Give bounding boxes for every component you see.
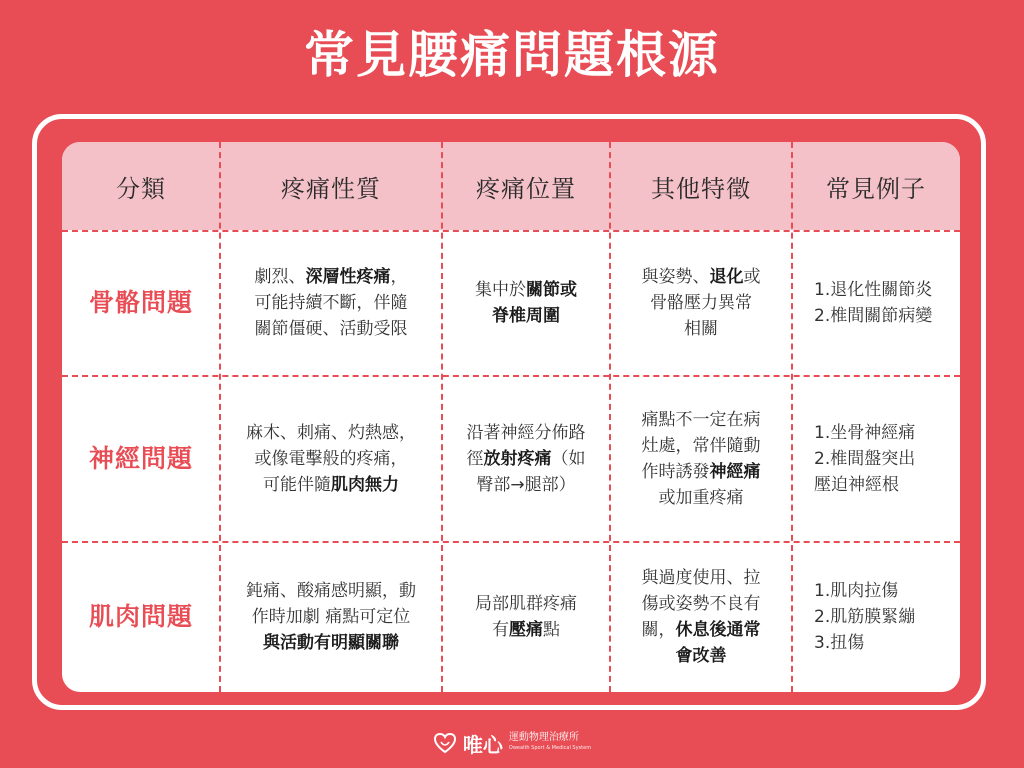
text-line [642, 485, 761, 511]
plain-text: 鈍痛、酸痛感明顯，動 [246, 581, 416, 601]
example-item: 壓迫神經根 [814, 475, 899, 495]
brand-name: 唯心 [462, 732, 503, 757]
emphasis-text: 休息後通常 [675, 620, 761, 640]
location-cell [442, 230, 610, 376]
text-line [642, 433, 761, 459]
features-cell [610, 542, 792, 692]
nature-cell [220, 542, 442, 692]
emphasis-text: 深層性疼痛 [305, 267, 391, 287]
plain-text: 局部肌群疼痛 [475, 594, 577, 614]
text-line [255, 264, 408, 290]
plain-text: 相關 [684, 319, 718, 339]
examples-cell [808, 230, 960, 376]
features-cell [610, 230, 792, 376]
plain-text: 灶處，常伴隨動 [641, 436, 761, 456]
text-line [246, 604, 416, 630]
nature-cell [220, 376, 442, 542]
text-line [467, 472, 586, 498]
emphasis-text: 關節或 [526, 280, 577, 300]
examples-list [814, 420, 915, 498]
example-item: 2.椎間盤突出 [814, 449, 916, 469]
plain-text: 臀部→腿部） [476, 475, 576, 495]
cell-text [467, 420, 586, 498]
plain-text: 可能持續不斷，伴隨 [254, 293, 408, 313]
text-line [475, 277, 577, 303]
plain-text: ， [390, 267, 408, 287]
footer-logo [0, 728, 1024, 758]
brand-subtitle-zh: 運動物理治療所 [508, 732, 579, 743]
header-cell-features: 其他特徵 [651, 174, 751, 203]
text-line [246, 472, 416, 498]
header-cell-examples: 常見例子 [826, 174, 926, 203]
text-line [642, 591, 761, 617]
features-cell [610, 376, 792, 542]
plain-text: 或 [743, 267, 761, 287]
emphasis-text: 肌肉無力 [331, 475, 399, 495]
plain-text: 或像電擊般的疼痛， [254, 449, 408, 469]
plain-text: 作時加劇 痛點可定位 [251, 607, 411, 627]
emphasis-text: 會改善 [675, 646, 727, 666]
plain-text: 關節僵硬、活動受限 [254, 319, 408, 339]
cell-text [475, 277, 577, 329]
category-cell: 神經問題 [88, 444, 193, 473]
emphasis-text: 退化 [709, 267, 744, 287]
category-cell: 骨骼問題 [88, 288, 193, 317]
plain-text: 關， [641, 620, 676, 640]
header-cell-category: 分類 [116, 174, 166, 203]
plain-text: 與過度使用、拉 [641, 568, 761, 588]
cell-text [642, 407, 761, 511]
text-line [467, 446, 586, 472]
example-item: 1.坐骨神經痛 [814, 423, 916, 443]
examples-cell [808, 376, 960, 542]
text-line [642, 407, 761, 433]
plain-text: 徑 [466, 449, 484, 469]
text-line [642, 264, 761, 290]
text-line [255, 316, 408, 342]
example-item: 2.肌筋膜緊繃 [814, 607, 916, 627]
text-line [255, 290, 408, 316]
plain-text: 骨骼壓力異常 [650, 293, 752, 313]
plain-text: 可能伴隨 [263, 475, 331, 495]
example-item: 2.椎間關節病變 [814, 306, 933, 326]
brand-subtitle-en: Owealth Sport & Medical System [508, 745, 592, 751]
text-line [642, 643, 761, 669]
brand-subtitle [509, 733, 591, 753]
text-line [246, 630, 416, 656]
emphasis-text: 脊椎周圍 [492, 306, 560, 326]
examples-cell [808, 542, 960, 692]
emphasis-text: 神經痛 [709, 462, 761, 482]
cell-text [642, 565, 761, 669]
text-line [246, 446, 416, 472]
examples-list [814, 277, 932, 329]
text-line [475, 303, 577, 329]
location-cell [442, 542, 610, 692]
text-line [475, 617, 577, 643]
text-line [642, 316, 761, 342]
heart-hands-logo-icon [433, 731, 457, 755]
emphasis-text: 與活動有明顯關聯 [263, 633, 399, 653]
plain-text: 作時誘發 [641, 462, 710, 482]
plain-text: 或加重疼痛 [658, 488, 744, 508]
text-line [246, 420, 416, 446]
header-cell-location: 疼痛位置 [476, 174, 576, 203]
emphasis-text: 放射疼痛 [483, 449, 552, 469]
cell-text [642, 264, 761, 342]
cell-text [246, 420, 416, 498]
examples-list [814, 578, 915, 656]
example-item: 3.扭傷 [814, 633, 865, 653]
header-cell-nature: 疼痛性質 [281, 174, 381, 203]
cell-text [475, 591, 577, 643]
text-line [475, 591, 577, 617]
category-cell: 肌肉問題 [88, 602, 193, 631]
plain-text: 痛點不一定在病 [641, 410, 761, 430]
plain-text: 有 [492, 620, 509, 640]
cell-text [255, 264, 408, 342]
plain-text: 集中於 [475, 280, 526, 300]
nature-cell [220, 230, 442, 376]
text-line [642, 290, 761, 316]
text-line [642, 617, 761, 643]
plain-text: （如 [551, 449, 586, 469]
cell-text [246, 578, 416, 656]
plain-text: 劇烈、 [254, 267, 306, 287]
plain-text: 點 [543, 620, 560, 640]
emphasis-text: 壓痛 [509, 620, 543, 640]
text-line [246, 578, 416, 604]
plain-text: 沿著神經分佈路 [466, 423, 586, 443]
plain-text: 傷或姿勢不良有 [641, 594, 761, 614]
text-line [467, 420, 586, 446]
example-item: 1.肌肉拉傷 [814, 581, 899, 601]
text-line [642, 565, 761, 591]
location-cell [442, 376, 610, 542]
text-line [642, 459, 761, 485]
page-title: 常見腰痛問題根源 [304, 26, 720, 84]
example-item: 1.退化性關節炎 [814, 280, 933, 300]
plain-text: 麻木、刺痛、灼熱感， [246, 423, 416, 443]
comparison-table [62, 142, 960, 692]
plain-text: 與姿勢、 [641, 267, 710, 287]
